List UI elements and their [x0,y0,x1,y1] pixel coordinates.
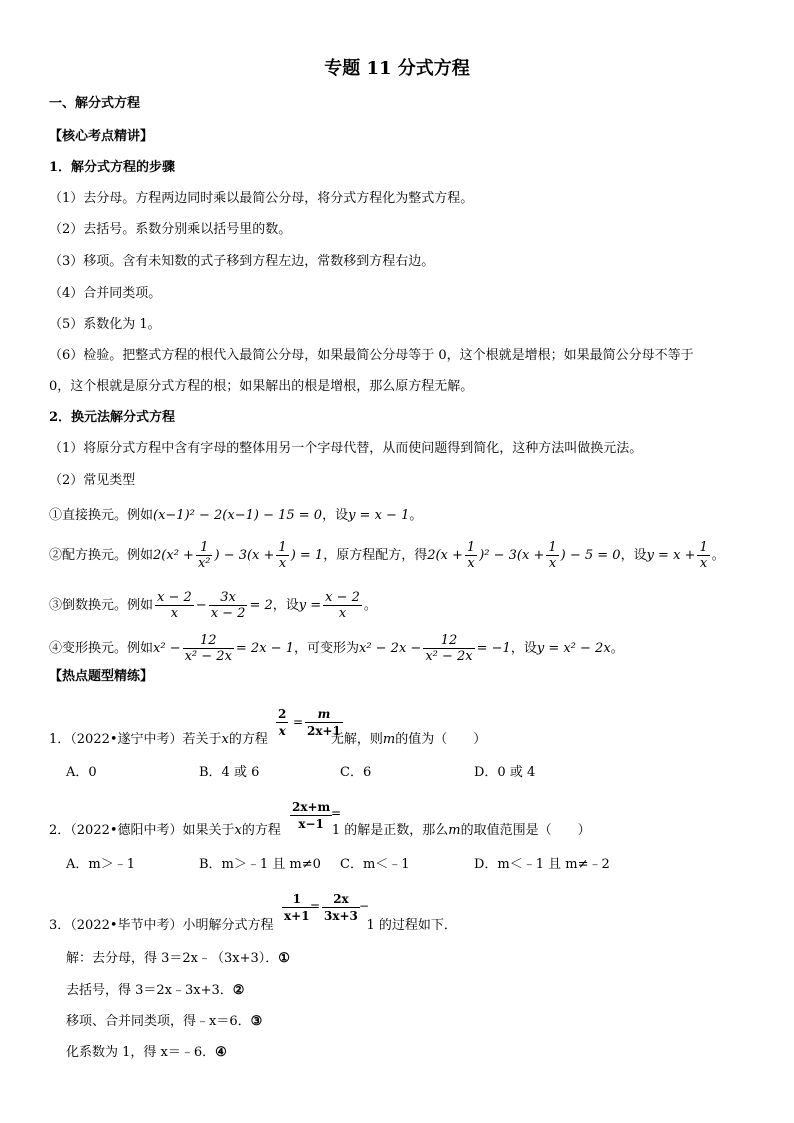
question-1: 1．（2022•遂宁中考）若关于x的方程 无解，则m的值为（ ） [49,732,487,747]
fraction: $\frac{1}{\text{x²}}$ [197,540,211,571]
q3-equals: = [310,899,321,913]
type-1: ①直接换元。例如(x−1)² − 2(x−1) − 15 = 0，设y = x − 1。 [49,508,423,523]
type-1-equation: (x−1)² − 2(x−1) − 15 = 0 [153,508,323,523]
fraction: $\frac{3x}{x - 2}$ [210,590,246,621]
fraction: $\frac{1}{x}$ [699,540,708,571]
section-heading: 一、解分式方程 [49,96,141,111]
step-6-cont: 0，这个根就是原分式方程的根；如果解出的根是增根，那么原方程无解。 [49,379,474,394]
step-1: （1）去分母。方程两边同时乘以最简公分母，将分式方程化为整式方程。 [49,191,474,206]
fraction: $\frac{12}{\text{x² − 2x}}$ [425,633,473,664]
q2-option-d[interactable]: D．m＜﹣1 且 m≠﹣2 [474,857,610,872]
q3-solution-line-4: 化系数为 1，得 x＝﹣6．④ [66,1045,227,1060]
step-marker: ① [278,951,290,966]
fraction: $\frac{1}{x}$ [278,540,287,571]
fraction: $\frac{1}{x}$ [466,540,476,571]
question-3: 3．（2022•毕节中考）小明解分式方程 1 的过程如下． [49,918,457,933]
q2-option-a[interactable]: A．m＞﹣1 [66,857,135,872]
step-4: （4）合并同类项。 [49,286,162,301]
steps-title: 1．解分式方程的步骤 [49,160,176,175]
q1-option-d[interactable]: D．0 或 4 [474,765,536,780]
step-5: （5）系数化为 1。 [49,317,161,332]
q3-minus: − [359,899,370,913]
q3-solution-line-1: 解：去分母，得 3＝2x﹣（3x+3）．① [66,951,290,966]
q2-option-b[interactable]: B．m＞﹣1 且 m≠0 [199,857,321,872]
fraction: $\frac{12}{\text{x² − 2x}}$ [184,633,232,664]
type-1-sub: y = x − 1 [348,508,410,523]
step-6: （6）检验。把整式方程的根代入最简公分母，如果最简公分母等于 0，这个根就是增根；如果最简公分母不等于 [49,348,694,363]
q2-equals: = [331,806,342,820]
q1-fraction-right: $\frac{m}{2x+1}$ [307,707,341,738]
q1-option-b[interactable]: B．4 或 6 [199,765,260,780]
step-marker: ④ [215,1045,227,1060]
q2-option-c[interactable]: C．m＜﹣1 [340,857,410,872]
q1-equals: = [293,715,304,729]
practice-header: 【热点题型精练】 [49,669,154,684]
substitution-title: 2．换元法解分式方程 [49,410,176,425]
step-2: （2）去括号。系数分别乘以括号里的数。 [49,222,292,237]
q3-fraction-left: $\frac{1}{x+1}$ [284,892,310,923]
step-marker: ③ [250,1014,263,1029]
fraction: $\frac{x - 2}{x}$ [157,590,192,621]
substitution-types: （2）常见类型 [49,473,136,488]
q1-option-a[interactable]: A．0 [66,765,97,780]
step-3: （3）移项。含有未知数的式子移到方程左边，常数移到方程右边。 [49,254,435,269]
q3-fraction-right: $\frac{2x}{3x+3}$ [324,892,358,923]
q1-option-c[interactable]: C．6 [340,765,372,780]
fraction: $\frac{1}{x}$ [548,540,557,571]
q3-solution-line-2: 去括号，得 3＝2x﹣3x+3．② [66,983,245,998]
core-header: 【核心考点精讲】 [49,129,154,144]
q3-solution-line-3: 移项、合并同类项，得﹣x＝6．③ [66,1014,263,1029]
type-2: ②配方换元。例如2(x² + $\frac{1}{\text{x²}}$ ) − 3(x + $\frac{1}{x}$ ) = 1，原方程配方，得2(x + $\frac{1}{x}$ )² − 3(x + $\frac{1}{x}$ ) − 5 = 0，设y = x + $\frac{1}{x}$ 。 [49,540,725,571]
page-title: 专题 11 分式方程 [324,58,470,79]
substitution-desc: （1）将原分式方程中含有字母的整体用另一个字母代替，从而使问题得到简化，这种方法叫做换元法。 [49,441,643,456]
step-marker: ② [232,983,245,998]
type-4: ④变形换元。例如x² − $\frac{12}{\text{x² − 2x}}$ = 2x − 1，可变形为x² − 2x − $\frac{12}{\text{x² − 2x}}$ = −1，设y = x² − 2x。 [49,633,624,664]
q2-fraction: $\frac{2x+m}{x-1}$ [292,800,331,831]
fraction: $\frac{x - 2}{x}$ [325,590,360,621]
type-3: ③倒数换元。例如 $\frac{x - 2}{x}$ − $\frac{3x}{x - 2}$ = 2，设y = $\frac{x - 2}{x}$ 。 [49,590,377,621]
q1-fraction-left: $\frac{2}{x}$ [278,707,287,738]
question-2: 2．（2022•德阳中考）如果关于x的方程 1 的解是正数，那么m的取值范围是（ ） [49,823,591,838]
